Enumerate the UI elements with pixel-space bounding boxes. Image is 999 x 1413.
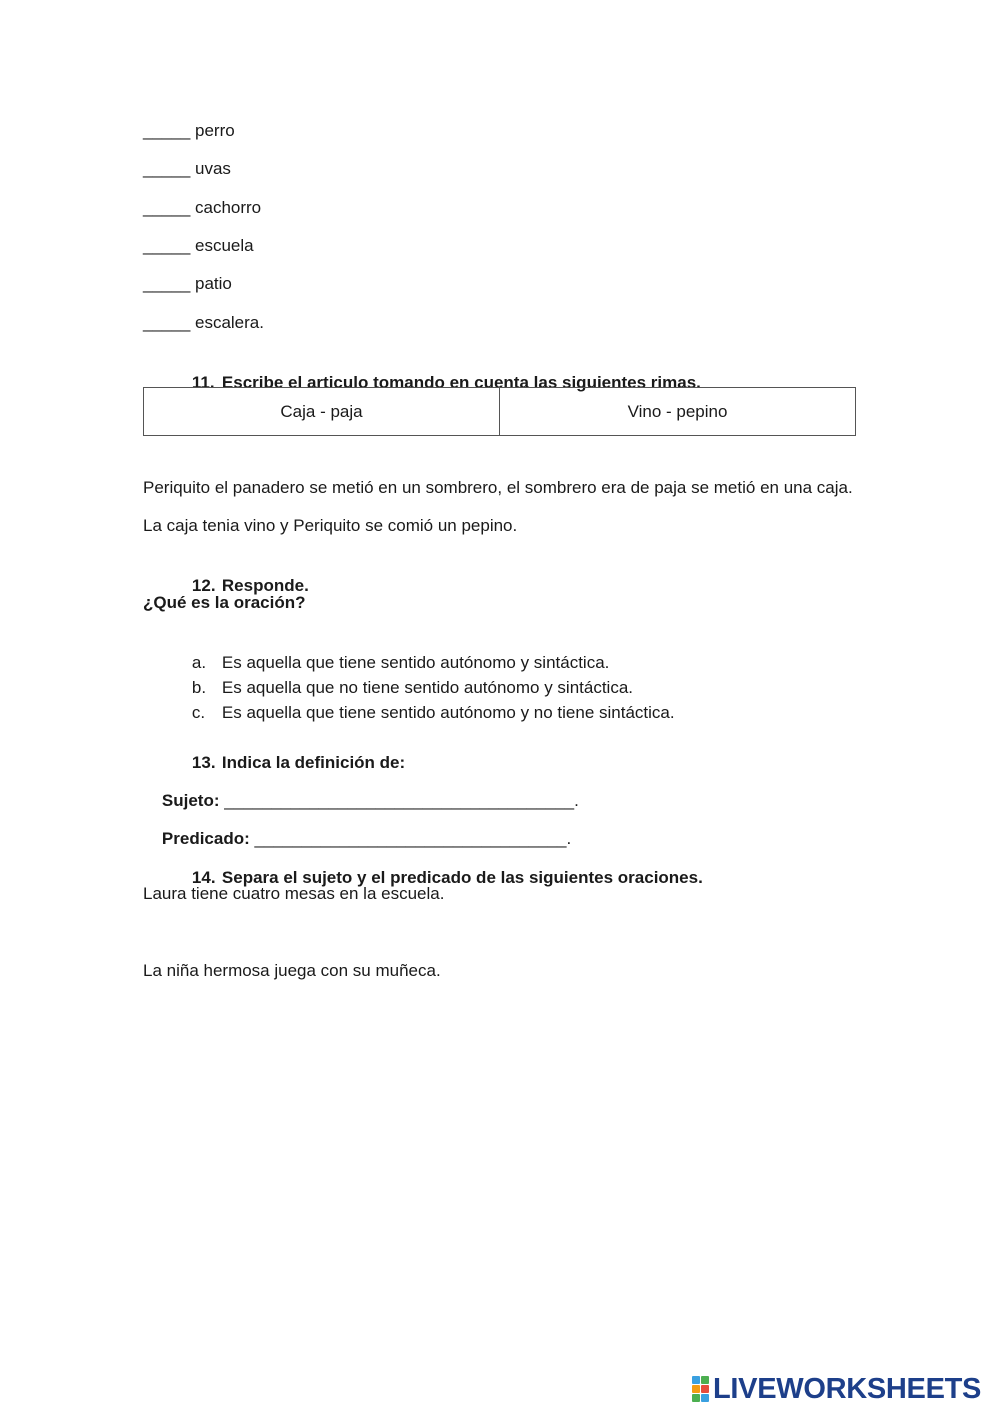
rhyme-cell: Vino - pepino bbox=[500, 388, 856, 436]
question-title: Responde. bbox=[221, 576, 309, 595]
question-title: Separa el sujeto y el predicado de las siguientes oraciones. bbox=[221, 868, 703, 887]
logo-mark-icon bbox=[692, 1376, 709, 1402]
question-number: 12. bbox=[191, 576, 216, 595]
article-item[interactable]: _____ escuela bbox=[143, 236, 254, 255]
sujeto-answer-field[interactable]: _____________________________________. bbox=[224, 791, 579, 810]
rhyme-cell: Caja - paja bbox=[144, 388, 500, 436]
story-paragraph: Periquito el panadero se metió en un sombrero, el sombrero era de paja se metió en una caja. bbox=[143, 478, 853, 497]
predicado-answer-field[interactable]: _________________________________. bbox=[254, 829, 572, 848]
sentence-2: La niña hermosa juega con su muñeca. bbox=[143, 961, 441, 980]
article-item[interactable]: _____ cachorro bbox=[143, 198, 262, 217]
article-item[interactable]: _____ patio bbox=[143, 274, 232, 293]
question-prompt: ¿Qué es la oración? bbox=[143, 593, 306, 612]
sujeto-label: Sujeto: bbox=[161, 791, 220, 810]
sentence-1: Laura tiene cuatro mesas en la escuela. bbox=[143, 884, 445, 903]
question-number: 14. bbox=[191, 868, 216, 887]
article-item[interactable]: _____ perro bbox=[143, 121, 235, 140]
article-item[interactable]: _____ uvas bbox=[143, 159, 231, 178]
question-number: 13. bbox=[191, 753, 216, 772]
option-text: Es aquella que tiene sentido autónomo y sintáctica. bbox=[221, 653, 610, 672]
option-letter: b. bbox=[191, 678, 207, 697]
option-text: Es aquella que no tiene sentido autónomo y sintáctica. bbox=[221, 678, 634, 697]
liveworksheets-logo bbox=[692, 1374, 981, 1404]
predicado-label: Predicado: bbox=[161, 829, 250, 848]
article-item[interactable]: _____ escalera. bbox=[143, 313, 264, 332]
question-title: Indica la definición de: bbox=[221, 753, 406, 772]
question-title: Escribe el articulo tomando en cuenta las siguientes rimas. bbox=[221, 373, 701, 392]
story-paragraph: La caja tenia vino y Periquito se comió un pepino. bbox=[143, 516, 518, 535]
option-text: Es aquella que tiene sentido autónomo y no tiene sintáctica. bbox=[221, 703, 675, 722]
logo-text: LIVEWORKSHEETS bbox=[713, 1372, 982, 1405]
rhyme-table bbox=[143, 387, 856, 436]
option-letter: a. bbox=[191, 653, 207, 672]
question-number: 11. bbox=[191, 373, 215, 392]
option-letter: c. bbox=[191, 703, 206, 722]
